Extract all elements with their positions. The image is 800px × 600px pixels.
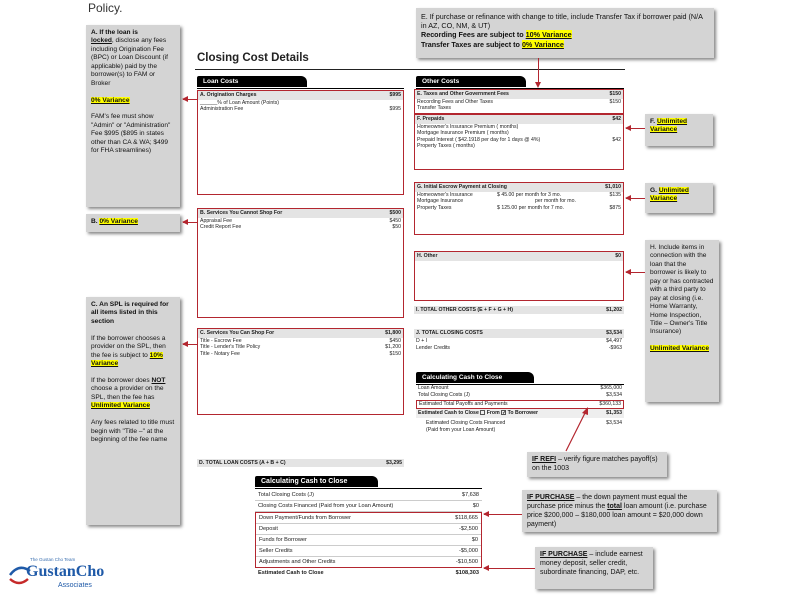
section-c-can-shop: C. Services You Can Shop For $1,800 Title - Escrow Fee $450 Title - Lender's Title Policy $1,200 Title - Notary Fee $150 [197,328,404,415]
note-b: B. 0% Variance [86,214,180,232]
policy-text: Policy. [88,1,123,15]
note-g: G. Unlimited Variance [645,183,713,213]
arrow-h [626,272,645,273]
section-g-escrow: G. Initial Escrow Payment at Closing $1,010 Homeowner's Insurance $ 45.00 per month for 3 mo. $135 Mortgage Insurance per month for mo. Property Taxes $ 125.00 per month for 7 mo. $875 [414,182,624,235]
calc2-row: Seller Credits -$5,000 [256,546,481,557]
page-title: Closing Cost Details [197,52,309,64]
arrow-f [626,128,645,129]
arrow-g [626,198,645,199]
section-f-prepaids: F. Prepaids $42 Homeowner's Insurance Premium ( months) Mortgage Insurance Premium ( months) Prepaid Interest ( $42.1918 per day for 1 days @ 4%) $42 Property Taxes ( months) [414,114,624,170]
calc2-row: Adjustments and Other Credits -$10,500 [259,559,478,565]
note-a: A. If the loan is locked, disclose any fees including Origination Fee (BPC) or Loan Discount (if applicable) paid by the borrower(s) to FAM or Broker 0% Variance FAM's fee must show "Admin" or "Administration" Fee $995 ($895 in states other than CA & WA; $499 for FHA streamlines) [86,25,180,207]
calc2-row: Down Payment/Funds from Borrower $118,665 [256,513,481,524]
note-e: E. If purchase or refinance with change to title, include Transfer Tax if borrower paid (N/A in AZ, CO, NM, & UT) Recording Fees are subject to 10% Variance Transfer Taxes are subject to 0% Variance [416,8,714,58]
total-other-costs: I. TOTAL OTHER COSTS (E + F + G + H) $1,202 [416,307,622,313]
arrow-a [183,99,197,100]
total-loan-costs: D. TOTAL LOAN COSTS (A + B + C) $3,295 [199,460,402,466]
calc-cash-tab-1: Calculating Cash to Close [416,372,534,383]
section-h-other: H. Other $0 [414,251,624,301]
arrow-purchase-down [484,514,522,515]
calc2-total: Estimated Cash to Close $108,303 [258,570,479,576]
calc-cash-tab-2: Calculating Cash to Close [255,476,378,487]
calc2-row: Closing Costs Financed (Paid from your Loan Amount) $0 [255,501,482,512]
section-e-taxes: E. Taxes and Other Government Fees $150 Recording Fees and Other Taxes $150 Transfer Taxes [414,89,624,114]
calc2-row: Total Closing Costs (J) $7,638 [255,490,482,501]
section-j-total-closing: J. TOTAL CLOSING COSTS $3,534 D + I $4,497 Lender Credits -$963 [416,330,622,352]
note-f: F. Unlimited Variance [645,114,713,146]
arrow-refi [560,405,590,453]
calc-cash-1: Loan Amount $365,000 Total Closing Costs (J) $3,534 Estimated Total Payoffs and Payments $360,133 Estimated Cash to Close From ✓ To Borrower $1,353 Estimated Closing Costs Financed $3,534 (Paid from your Loan Amount) [418,385,622,434]
gustancho-logo: The Gustan Cho Team GustanCho Associates [6,555,116,595]
loan-costs-tab: Loan Costs [197,76,307,87]
arrow-e [538,58,539,83]
calc-cash-2 [255,490,482,578]
arrow-b [183,222,197,223]
calc2-row: Funds for Borrower $0 [256,535,481,546]
note-c: C. An SPL is required for all items listed in this section If the borrower chooses a provider on the SPL, then the fee is subject to 10% Variance If the borrower does NOT choose a provider on the SPL, then the fee has Unlimited Variance Any fees related to title must begin with "Title –" at the beginning of the fee name [86,297,180,525]
note-purchase-down: IF PURCHASE – the down payment must equal the purchase price minus the total loan amount (i.e. purchase price $200,000 – $180,000 loan amount = $20,000 down payment) [522,490,717,532]
note-purchase-credits: IF PURCHASE – include earnest money deposit, seller credit, subordinate financing, DAP, etc. [535,547,653,589]
note-h: H. Include items in connection with the loan that the borrower is likely to pay or has contracted with a third party to pay at closing (i.e. Home Warranty, Home Inspection, Title – Owner's Title Insurance) Unlimited Variance [645,240,719,402]
other-costs-tab: Other Costs [416,76,526,87]
calc2-row: Deposit -$2,500 [256,524,481,535]
section-a-origination: A. Origination Charges $995 ______% of Loan Amount (Points) Administration Fee $995 [197,90,404,195]
arrow-purchase-credits [484,568,535,569]
section-b-cannot-shop: B. Services You Cannot Shop For $500 Appraisal Fee $450 Credit Report Fee $50 [197,208,404,318]
arrow-c [183,344,197,345]
note-refi: IF REFI – verify figure matches payoff(s) on the 1003 [527,452,667,477]
